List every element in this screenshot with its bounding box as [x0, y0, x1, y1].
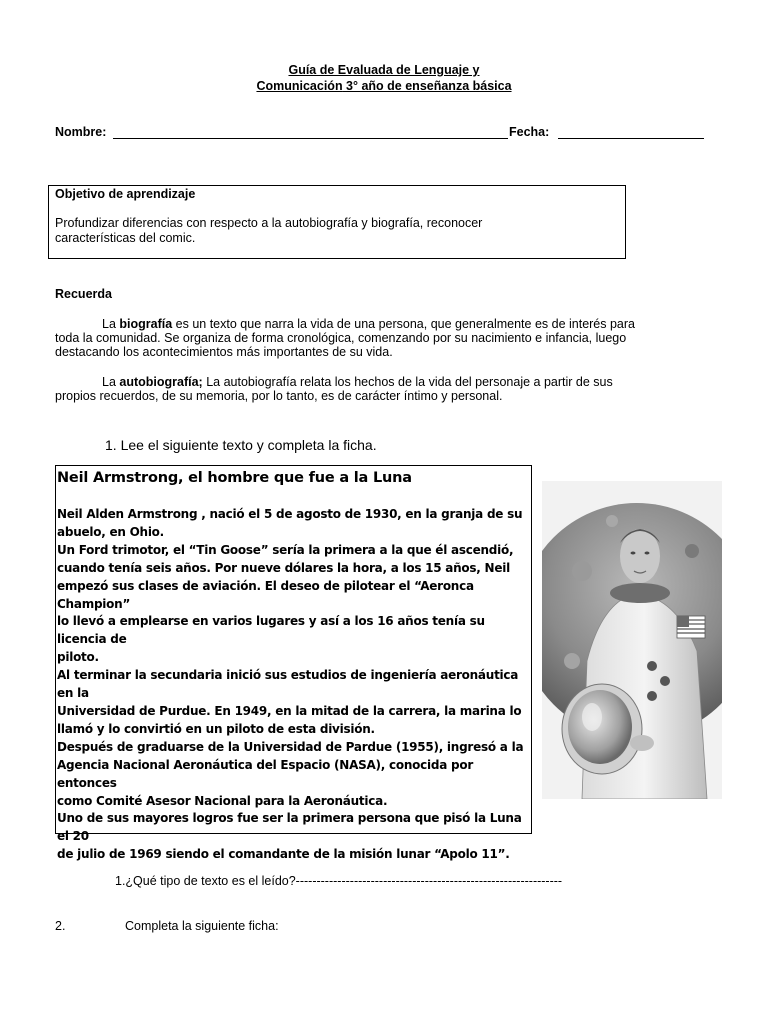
story-line: abuelo, en Ohio.: [57, 524, 164, 539]
story-line: como Comité Asesor Nacional para la Aeronáutica.: [57, 793, 388, 808]
auto-term: autobiografía;: [119, 375, 203, 389]
bio-line2: toda la comunidad. Se organiza de forma cronológica, comenzando por su nacimiento e infancia, luego: [55, 331, 627, 345]
astronaut-photo: [542, 481, 722, 799]
story-line: cuando tenía seis años. Por nueve dólares la hora, a los 15 años, Neil: [57, 560, 510, 575]
nombre-label: Nombre:: [55, 125, 107, 139]
story-title: Neil Armstrong, el hombre que fue a la Luna: [57, 470, 412, 486]
biografia-paragraph: [55, 317, 715, 359]
objective-text-line1: Profundizar diferencias con respecto a la autobiografía y biografía, reconocer: [55, 216, 483, 230]
fecha-field[interactable]: [558, 126, 704, 139]
story-line: empezó sus clases de aviación. El deseo de pilotear el “Aeronca Champion”: [57, 578, 474, 611]
auto-pre: La: [102, 375, 120, 389]
story-box: [55, 465, 532, 862]
title-subject: Comunicación: [256, 79, 343, 93]
document-title-line2: [0, 79, 768, 94]
bio-term: biografía: [119, 317, 173, 331]
bio-pre: La: [102, 317, 120, 331]
story-line: de julio de 1969 siendo el comandante de la misión lunar “Apolo 11”.: [57, 847, 510, 862]
recuerda-heading: Recuerda: [55, 287, 112, 301]
question-2-number: 2.: [55, 919, 66, 933]
bio-line1: es un texto que narra la vida de una persona, que generalmente es de interés para: [172, 317, 635, 331]
story-line: Al terminar la secundaria inició sus estudios de ingeniería aeronáutica en la: [57, 668, 519, 701]
story-line: Después de graduarse de la Universidad de Pardue (1955), ingresó a la: [57, 739, 524, 754]
auto-line2: propios recuerdos, de su memoria, por lo tanto, es de carácter íntimo y personal.: [55, 389, 503, 403]
bio-line3: destacando los acontecimientos más importantes de su vida.: [55, 345, 393, 359]
question-2-text: Completa la siguiente ficha:: [125, 919, 279, 933]
story-line: Un Ford trimotor, el “Tin Goose” sería la primera a la que él ascendió,: [57, 542, 514, 557]
objective-heading: Objetivo de aprendizaje: [55, 187, 196, 201]
question-text-type: 1.¿Qué tipo de texto es el leído?----------------------------------------------------------------: [115, 874, 563, 888]
autobiografia-paragraph: [55, 375, 715, 403]
objective-text-line2: características del comic.: [55, 231, 196, 245]
story-line: Neil Alden Armstrong , nació el 5 de agosto de 1930, en la granja de su: [57, 507, 523, 521]
objective-text: [55, 216, 619, 246]
nombre-field[interactable]: [113, 126, 508, 139]
story-line: Uno de sus mayores logros fue ser la primera persona que pisó la Luna el 20: [57, 811, 522, 844]
story-line: piloto.: [57, 650, 99, 665]
story-line: Universidad de Purdue. En 1949, en la mitad de la carrera, la marina lo: [57, 703, 522, 718]
story-line: Agencia Nacional Aeronáutica del Espacio (NASA), conocida por entonces: [57, 757, 474, 790]
auto-line1: La autobiografía relata los hechos de la vida del personaje a partir de sus: [202, 375, 613, 389]
story-body: [56, 506, 531, 864]
document-title-line1: Guía de Evaluada de Lenguaje y: [288, 63, 480, 77]
fecha-label: Fecha:: [509, 125, 550, 139]
objective-box: [48, 185, 626, 259]
story-line: lo llevó a emplearse en varios lugares y así a los 16 años tenía su licencia de: [57, 614, 485, 647]
question-1: 1. Lee el siguiente texto y completa la ficha.: [105, 437, 377, 453]
title-grade: 3° año de enseñanza básica: [342, 79, 512, 93]
story-line: llamó y lo convirtió en un piloto de esta división.: [57, 721, 375, 736]
